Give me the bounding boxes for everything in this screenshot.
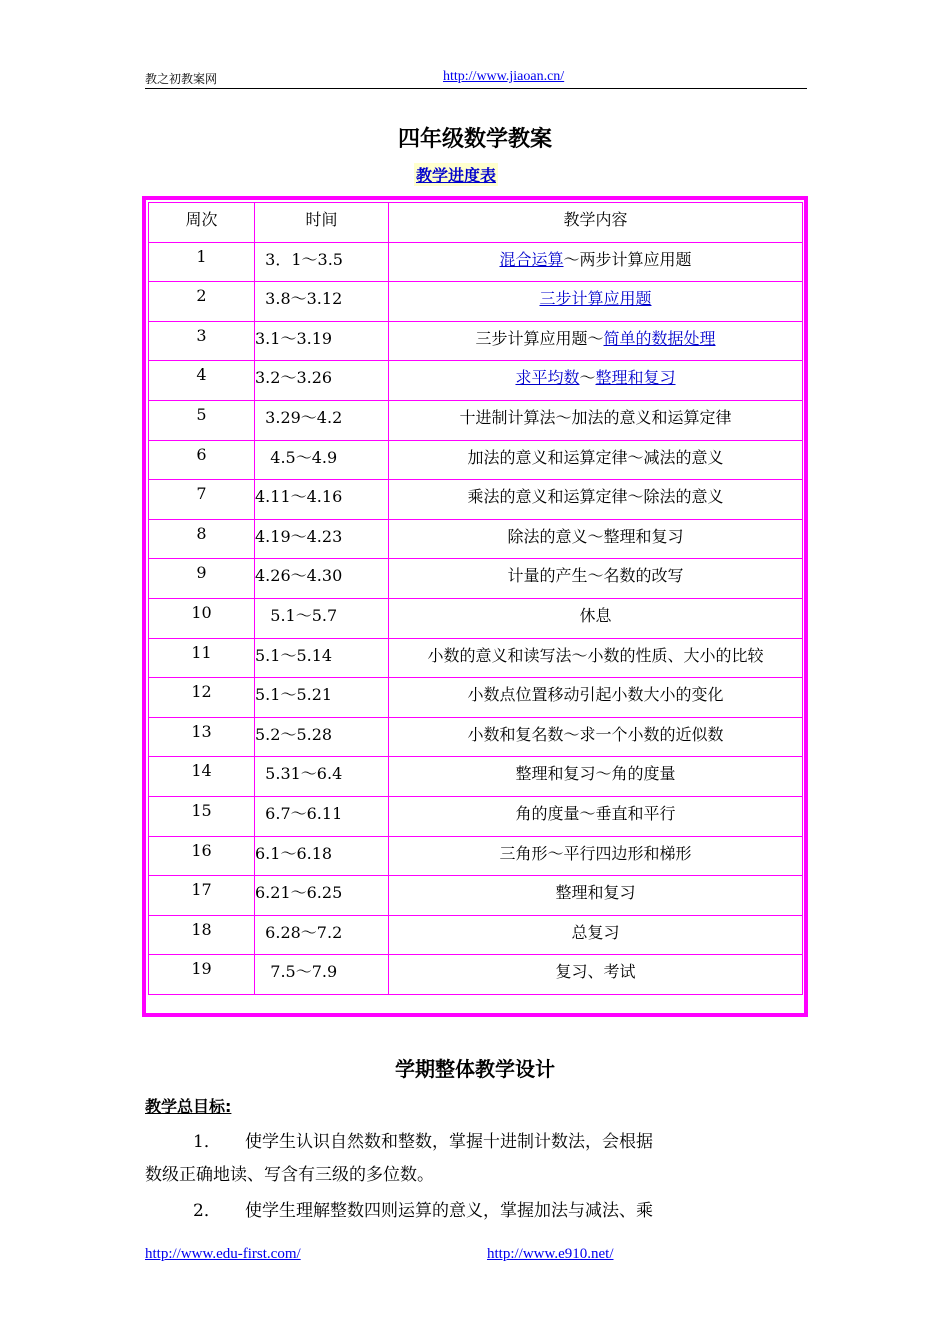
table-row — [149, 559, 803, 599]
table-row — [149, 400, 803, 440]
cell-content — [389, 757, 803, 797]
content-text: 小数的意义和读写法～小数的性质、大小的比较 — [427, 645, 764, 665]
cell-week: 15 — [149, 796, 255, 836]
paragraph-2-line-1 — [193, 1196, 653, 1221]
table-row — [149, 321, 803, 361]
cell-week: 14 — [149, 757, 255, 797]
cell-content — [389, 282, 803, 322]
table-row — [149, 361, 803, 401]
cell-content — [389, 361, 803, 401]
content-link[interactable]: 求平均数 — [515, 368, 580, 388]
content-text: ～ — [579, 368, 596, 388]
cell-time: 5.31～6.4 — [255, 757, 389, 797]
cell-time: 3．1～3.5 — [255, 242, 389, 282]
content-text: 整理和复习～角的度量 — [515, 764, 676, 784]
document-title: 四年级数学教案 — [397, 127, 552, 152]
content-text: 总复习 — [571, 922, 620, 942]
schedule-subtitle-link[interactable]: 教学进度表 — [414, 163, 498, 186]
cell-week: 1 — [149, 242, 255, 282]
cell-content — [389, 480, 803, 520]
table-row — [149, 598, 803, 638]
cell-content — [389, 876, 803, 916]
table-row — [149, 440, 803, 480]
content-text: 小数点位置移动引起小数大小的变化 — [467, 685, 724, 705]
cell-content — [389, 242, 803, 282]
cell-time: 3.1～3.19 — [255, 321, 389, 361]
content-text: 复习、考试 — [555, 962, 636, 982]
cell-content — [389, 559, 803, 599]
column-header-content: 教学内容 — [389, 203, 803, 243]
cell-content — [389, 836, 803, 876]
table-row — [149, 955, 803, 995]
content-text: ～两步计算应用题 — [563, 249, 692, 269]
cell-time: 5.2～5.28 — [255, 717, 389, 757]
table-row — [149, 480, 803, 520]
table-row — [149, 638, 803, 678]
cell-content — [389, 519, 803, 559]
cell-time: 4.11～4.16 — [255, 480, 389, 520]
cell-content — [389, 955, 803, 995]
cell-week: 16 — [149, 836, 255, 876]
cell-week: 8 — [149, 519, 255, 559]
table-row — [149, 796, 803, 836]
cell-time: 6.1～6.18 — [255, 836, 389, 876]
column-header-time: 时间 — [255, 203, 389, 243]
table-row — [149, 717, 803, 757]
section-title: 学期整体教学设计 — [395, 1057, 555, 1081]
table-row — [149, 242, 803, 282]
cell-content — [389, 915, 803, 955]
column-header-week: 周次 — [149, 203, 255, 243]
cell-week: 10 — [149, 598, 255, 638]
table-header-row — [149, 203, 803, 243]
table-row — [149, 678, 803, 718]
paragraph-1-line-2: 数级正确地读、写含有三级的多位数。 — [145, 1165, 434, 1185]
content-text: 十进制计算法～加法的意义和运算定律 — [459, 407, 732, 427]
cell-week: 11 — [149, 638, 255, 678]
cell-week: 3 — [149, 321, 255, 361]
table-row — [149, 836, 803, 876]
cell-week: 13 — [149, 717, 255, 757]
cell-time: 6.7～6.11 — [255, 796, 389, 836]
cell-week: 12 — [149, 678, 255, 718]
content-link[interactable]: 简单的数据处理 — [603, 328, 716, 348]
header-url-link[interactable]: http://www.jiaoan.cn/ — [443, 69, 565, 84]
content-text: 角的度量～垂直和平行 — [515, 803, 676, 823]
cell-content — [389, 678, 803, 718]
page-header — [145, 68, 807, 89]
paragraph-2-text: 使学生理解整数四则运算的意义，掌握加法与减法、乘 — [245, 1201, 653, 1221]
schedule-table-body — [149, 242, 803, 994]
header-site-name: 教之初教案网 — [145, 72, 218, 86]
cell-time: 4.26～4.30 — [255, 559, 389, 599]
schedule-table-frame — [142, 196, 808, 1017]
table-row — [149, 757, 803, 797]
schedule-table — [148, 202, 803, 995]
cell-time: 4.19～4.23 — [255, 519, 389, 559]
paragraph-1-line-1 — [193, 1127, 653, 1152]
cell-week: 18 — [149, 915, 255, 955]
cell-week: 9 — [149, 559, 255, 599]
cell-time: 4.5～4.9 — [255, 440, 389, 480]
content-text: 计量的产生～名数的改写 — [507, 566, 684, 586]
footer-left-link[interactable]: http://www.edu-first.com/ — [145, 1246, 301, 1262]
table-row — [149, 876, 803, 916]
cell-time: 3.29～4.2 — [255, 400, 389, 440]
content-link[interactable]: 混合运算 — [499, 249, 564, 269]
cell-content — [389, 440, 803, 480]
cell-time: 5.1～5.7 — [255, 598, 389, 638]
cell-content — [389, 717, 803, 757]
paragraph-1-text: 使学生认识自然数和整数，掌握十进制计数法，会根据 — [245, 1132, 653, 1152]
cell-time: 5.1～5.21 — [255, 678, 389, 718]
cell-content — [389, 638, 803, 678]
cell-week: 5 — [149, 400, 255, 440]
cell-week: 2 — [149, 282, 255, 322]
content-text: 除法的意义～整理和复习 — [507, 526, 684, 546]
content-text: 加法的意义和运算定律～减法的意义 — [467, 447, 724, 467]
cell-content — [389, 796, 803, 836]
footer-right-link[interactable]: http://www.e910.net/ — [487, 1246, 614, 1262]
cell-time: 6.21～6.25 — [255, 876, 389, 916]
content-text: 休息 — [579, 605, 612, 625]
cell-time: 5.1～5.14 — [255, 638, 389, 678]
goal-heading: 教学总目标: — [145, 1097, 232, 1116]
paragraph-1-number: 1． — [193, 1132, 221, 1152]
cell-content — [389, 598, 803, 638]
cell-time: 3.2～3.26 — [255, 361, 389, 401]
content-text: 三步计算应用题～ — [475, 328, 604, 348]
cell-content — [389, 400, 803, 440]
cell-week: 17 — [149, 876, 255, 916]
cell-week: 19 — [149, 955, 255, 995]
cell-week: 7 — [149, 480, 255, 520]
table-row — [149, 519, 803, 559]
cell-week: 6 — [149, 440, 255, 480]
paragraph-2-number: 2． — [193, 1201, 221, 1221]
cell-time: 6.28～7.2 — [255, 915, 389, 955]
content-text: 整理和复习 — [555, 883, 636, 903]
content-text: 小数和复名数～求一个小数的近似数 — [467, 724, 724, 744]
content-link[interactable]: 三步计算应用题 — [539, 289, 652, 309]
content-link[interactable]: 整理和复习 — [595, 368, 676, 388]
cell-time: 3.8～3.12 — [255, 282, 389, 322]
content-text: 乘法的意义和运算定律～除法的意义 — [467, 487, 724, 507]
content-text: 三角形～平行四边形和梯形 — [499, 843, 692, 863]
cell-content — [389, 321, 803, 361]
cell-week: 4 — [149, 361, 255, 401]
cell-time: 7.5～7.9 — [255, 955, 389, 995]
table-row — [149, 915, 803, 955]
table-row — [149, 282, 803, 322]
